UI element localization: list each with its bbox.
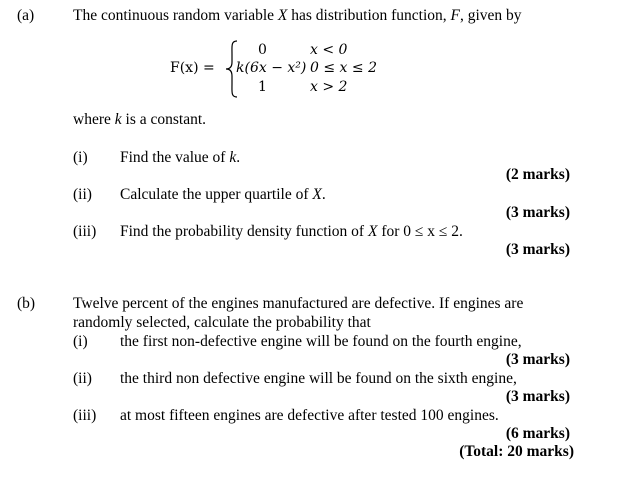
marks-a-i: (2 marks) bbox=[505, 166, 570, 183]
part-b-intro-line-1: Twelve percent of the engines manufactured are defective. If engines are bbox=[73, 295, 524, 312]
case-value-3: 1 bbox=[258, 79, 267, 95]
part-a-intro bbox=[73, 7, 522, 25]
question-b-iii-text: at most fifteen engines are defective after tested 100 engines. bbox=[120, 407, 499, 424]
intro-text-mid: has distribution function, bbox=[287, 7, 451, 24]
question-a-i-number: (i) bbox=[73, 149, 88, 166]
marks-a-ii: (3 marks) bbox=[505, 204, 570, 221]
question-b-ii-text: the third non defective engine will be found on the sixth engine, bbox=[120, 370, 517, 387]
question-a-iii-number: (iii) bbox=[73, 223, 97, 240]
where-line bbox=[73, 111, 206, 129]
question-a-iii-text bbox=[120, 223, 463, 241]
total-marks: (Total: 20 marks) bbox=[459, 443, 574, 460]
case-value-1: 0 bbox=[258, 42, 267, 58]
marks-a-iii: (3 marks) bbox=[505, 241, 570, 258]
question-b-i-text: the first non-defective engine will be found on the fourth engine, bbox=[120, 333, 522, 350]
question-variable: X bbox=[367, 223, 378, 240]
intro-text-suffix: , given by bbox=[460, 7, 522, 24]
intro-variable-f: F bbox=[450, 7, 460, 24]
function-name: F(x) = bbox=[170, 60, 215, 76]
question-text: Find the probability density function of bbox=[120, 223, 368, 240]
question-a-ii-text bbox=[120, 186, 326, 204]
question-b-iii-number: (iii) bbox=[73, 407, 97, 424]
question-text: Calculate the upper quartile of bbox=[120, 186, 313, 203]
question-variable: k bbox=[229, 149, 237, 166]
question-text-suffix: . bbox=[236, 149, 241, 166]
intro-text: The continuous random variable bbox=[73, 7, 278, 24]
question-a-i-text bbox=[120, 149, 240, 167]
where-text-suffix: is a constant. bbox=[121, 111, 207, 128]
where-text: where bbox=[73, 111, 115, 128]
intro-variable-x: X bbox=[277, 7, 288, 24]
question-b-ii-number: (ii) bbox=[73, 370, 92, 387]
marks-b-ii: (3 marks) bbox=[505, 388, 570, 405]
part-b-label: (b) bbox=[17, 295, 36, 312]
marks-b-iii: (6 marks) bbox=[505, 425, 570, 442]
marks-b-i: (3 marks) bbox=[505, 351, 570, 368]
part-a-label: (a) bbox=[17, 7, 35, 24]
case-condition-2: 0 ≤ x ≤ 2 bbox=[310, 60, 377, 76]
question-text-suffix: . bbox=[321, 186, 326, 203]
question-variable: X bbox=[312, 186, 322, 203]
question-text: Find the value of bbox=[120, 149, 230, 166]
question-text-suffix: for 0 ≤ x ≤ 2. bbox=[377, 223, 463, 240]
question-a-ii-number: (ii) bbox=[73, 186, 92, 203]
case-value-2: k(6x − x²) bbox=[236, 60, 307, 76]
case-condition-1: x < 0 bbox=[310, 42, 348, 58]
where-variable-k: k bbox=[114, 111, 122, 128]
part-b-intro-line-2: randomly selected, calculate the probability that bbox=[73, 314, 371, 331]
case-condition-3: x > 2 bbox=[310, 79, 348, 95]
question-b-i-number: (i) bbox=[73, 333, 88, 350]
